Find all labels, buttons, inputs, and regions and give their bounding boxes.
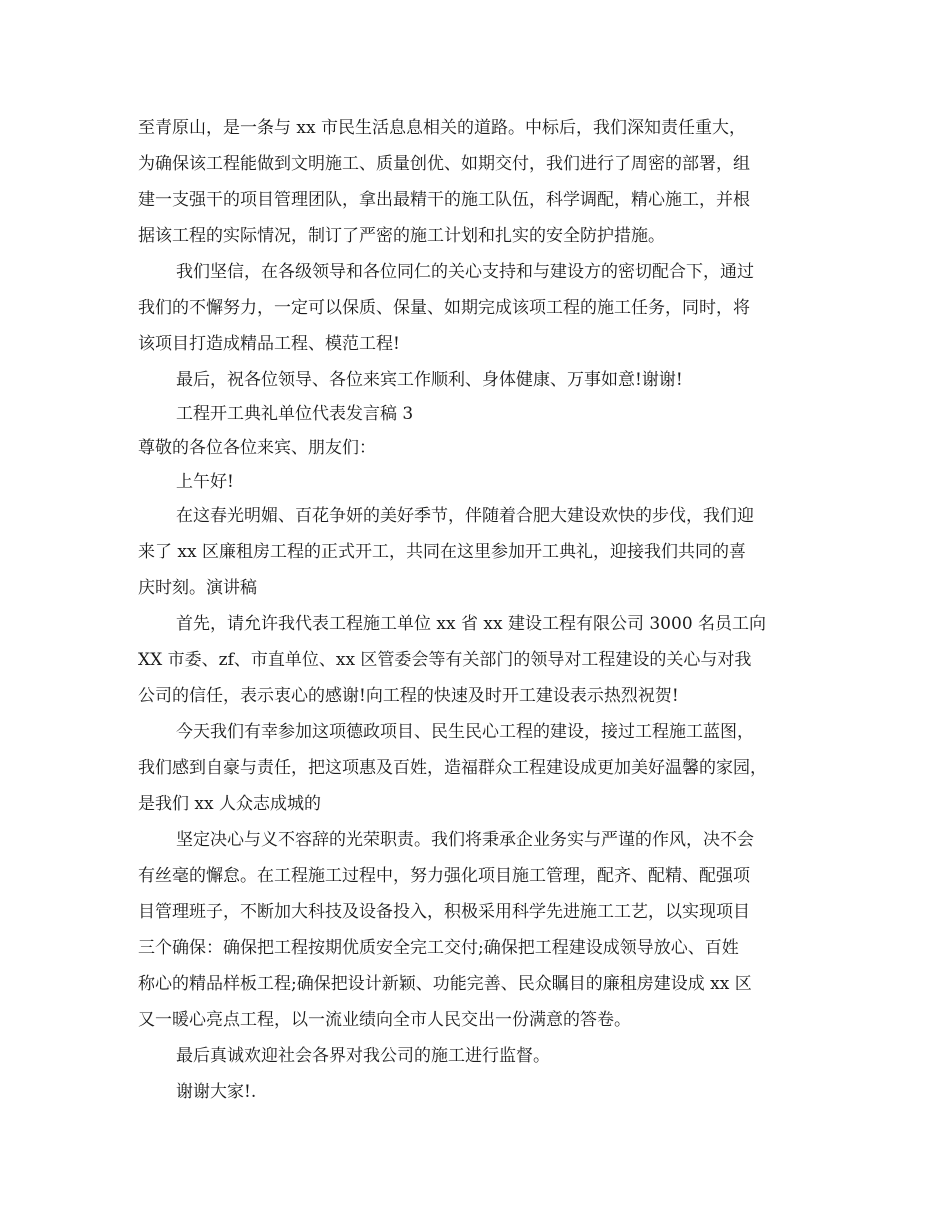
text-line: 据该工程的实际情况，制订了严密的施工计划和扎实的安全防护措施。	[138, 226, 665, 246]
greeting: 上午好!	[176, 472, 234, 492]
text-line: 至青原山，是一条与 xx 市民生活息息相关的道路。中标后，我们深知责任重大，	[138, 118, 746, 138]
text-line: 最后真诚欢迎社会各界对我公司的施工进行监督。	[176, 1046, 550, 1066]
text-line: 最后，祝各位领导、各位来宾工作顺利、身体健康、万事如意!谢谢!	[176, 370, 683, 390]
text-line: 该项目打造成精品工程、模范工程!	[138, 334, 400, 354]
salutation: 尊敬的各位各位来宾、朋友们：	[138, 438, 376, 458]
text-line: 我们的不懈努力，一定可以保质、保量、如期完成该项工程的施工任务，同时，将	[138, 298, 750, 318]
text-line: 公司的信任，表示衷心的感谢!向工程的快速及时开工建设表示热烈祝贺!	[138, 686, 679, 706]
text-line: 我们感到自豪与责任，把这项惠及百姓，造福群众工程建设成更加美好温馨的家园，	[138, 758, 767, 778]
text-line: 称心的精品样板工程;确保把设计新颖、功能完善、民众瞩目的廉租房建设成 xx 区	[138, 974, 752, 994]
text-line: 今天我们有幸参加这项德政项目、民生民心工程的建设，接过工程施工蓝图，	[176, 722, 754, 742]
text-line: 是我们 xx 人众志成城的	[138, 794, 321, 814]
closing-line: 谢谢大家!.	[176, 1082, 257, 1102]
text-line: 在这春光明媚、百花争妍的美好季节，伴随着合肥大建设欢快的步伐，我们迎	[176, 506, 754, 526]
text-line: 目管理班子，不断加大科技及设备投入，积极采用科学先进施工工艺，以实现项目	[138, 902, 750, 922]
text-line: 首先，请允许我代表工程施工单位 xx 省 xx 建设工程有限公司 3000 名员工向	[176, 614, 767, 634]
text-line: 建一支强干的项目管理团队，拿出最精干的施工队伍，科学调配，精心施工，并根	[138, 190, 750, 210]
text-line: 三个确保：确保把工程按期优质安全完工交付;确保把工程建设成领导放心、百姓	[138, 938, 739, 958]
text-line: 为确保该工程能做到文明施工、质量创优、如期交付，我们进行了周密的部署，组	[138, 154, 750, 174]
text-line: 来了 xx 区廉租房工程的正式开工，共同在这里参加开工典礼，迎接我们共同的喜	[138, 542, 746, 562]
text-line: 我们坚信，在各级领导和各位同仁的关心支持和与建设方的密切配合下，通过	[176, 262, 754, 282]
text-line: XX 市委、zf、市直单位、xx 区管委会等有关部门的领导对工程建设的关心与对我	[138, 650, 752, 670]
text-line: 有丝毫的懈怠。在工程施工过程中，努力强化项目施工管理，配齐、配精、配强项	[138, 866, 750, 886]
text-line: 又一暖心亮点工程，以一流业绩向全市人民交出一份满意的答卷。	[138, 1010, 631, 1030]
text-line: 庆时刻。演讲稿	[138, 578, 257, 598]
section-heading: 工程开工典礼单位代表发言稿 3	[176, 404, 414, 424]
text-line: 坚定决心与义不容辞的光荣职责。我们将秉承企业务实与严谨的作风，决不会	[176, 830, 754, 850]
